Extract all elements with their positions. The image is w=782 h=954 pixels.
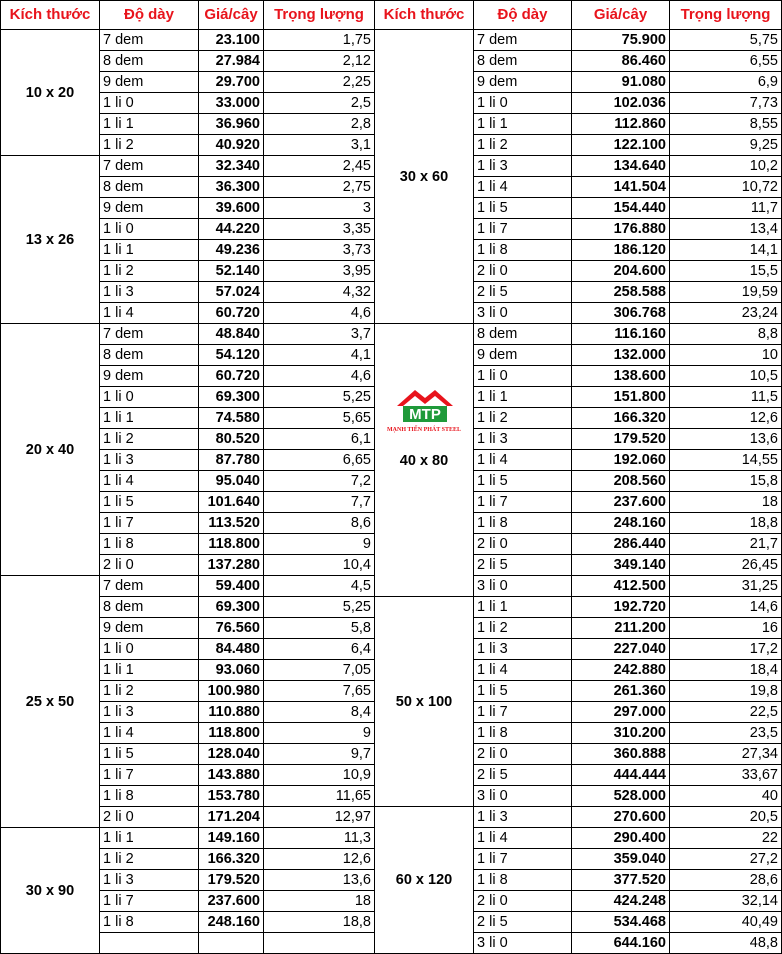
weight-cell: 14,1 [670,240,782,261]
thickness-cell: 2 li 5 [474,765,572,786]
weight-cell: 3,73 [264,240,375,261]
price-cell: 261.360 [572,681,670,702]
weight-cell: 9 [264,534,375,555]
weight-cell: 3,1 [264,135,375,156]
price-cell: 286.440 [572,534,670,555]
weight-cell: 3,35 [264,219,375,240]
price-cell: 48.840 [199,324,264,345]
weight-cell: 18,8 [264,912,375,933]
weight-cell: 6,4 [264,639,375,660]
weight-cell: 7,73 [670,93,782,114]
price-cell: 132.000 [572,345,670,366]
price-cell: 75.900 [572,30,670,51]
price-cell: 166.320 [572,408,670,429]
price-cell: 101.640 [199,492,264,513]
thickness-cell: 1 li 8 [474,723,572,744]
price-cell: 154.440 [572,198,670,219]
logo-subtitle: MẠNH TIẾN PHÁT STEEL [387,427,461,433]
thickness-cell: 1 li 1 [100,240,199,261]
weight-cell: 21,7 [670,534,782,555]
price-cell: 424.248 [572,891,670,912]
weight-cell: 13,6 [264,870,375,891]
price-cell: 128.040 [199,744,264,765]
thickness-cell: 1 li 8 [474,870,572,891]
weight-cell: 1,75 [264,30,375,51]
weight-cell: 4,5 [264,576,375,597]
thickness-cell: 1 li 1 [474,597,572,618]
price-cell: 80.520 [199,429,264,450]
thickness-cell: 8 dem [100,51,199,72]
weight-cell: 12,97 [264,807,375,828]
weight-cell: 14,55 [670,450,782,471]
thickness-cell: 3 li 0 [474,303,572,324]
thickness-cell: 3 li 0 [474,933,572,954]
price-cell: 74.580 [199,408,264,429]
price-cell: 377.520 [572,870,670,891]
weight-cell: 8,4 [264,702,375,723]
weight-cell: 11,5 [670,387,782,408]
price-cell: 171.204 [199,807,264,828]
weight-cell: 11,7 [670,198,782,219]
thickness-cell: 3 li 0 [474,576,572,597]
size-cell: 25 x 50 [1,576,100,828]
thickness-cell: 1 li 7 [100,765,199,786]
thickness-cell: 1 li 0 [100,219,199,240]
thickness-cell: 1 li 5 [474,198,572,219]
weight-cell: 11,3 [264,828,375,849]
weight-cell: 2,45 [264,156,375,177]
price-cell: 93.060 [199,660,264,681]
weight-cell: 15,8 [670,471,782,492]
price-cell: 134.640 [572,156,670,177]
thickness-cell: 1 li 4 [474,828,572,849]
thickness-cell: 2 li 0 [474,534,572,555]
weight-cell: 28,6 [670,870,782,891]
price-cell: 359.040 [572,849,670,870]
weight-cell: 5,75 [670,30,782,51]
price-cell: 310.200 [572,723,670,744]
weight-cell: 26,45 [670,555,782,576]
weight-cell: 27,2 [670,849,782,870]
weight-cell: 7,7 [264,492,375,513]
weight-cell: 19,59 [670,282,782,303]
thickness-cell: 8 dem [100,345,199,366]
header-weight-right: Trọng lượng [670,1,782,30]
weight-cell: 12,6 [264,849,375,870]
weight-cell: 40 [670,786,782,807]
thickness-cell: 1 li 1 [100,660,199,681]
price-cell: 248.160 [572,513,670,534]
thickness-cell: 1 li 8 [100,786,199,807]
weight-cell: 17,2 [670,639,782,660]
header-thickness-right: Độ dày [474,1,572,30]
price-cell: 349.140 [572,555,670,576]
thickness-cell: 1 li 3 [474,807,572,828]
price-cell: 39.600 [199,198,264,219]
header-weight-left: Trọng lượng [264,1,375,30]
price-cell: 297.000 [572,702,670,723]
price-cell: 87.780 [199,450,264,471]
weight-cell: 6,55 [670,51,782,72]
weight-cell: 10,5 [670,366,782,387]
thickness-cell: 1 li 3 [474,639,572,660]
weight-cell: 27,34 [670,744,782,765]
size-cell: 30 x 90 [1,828,100,954]
thickness-cell: 1 li 4 [100,471,199,492]
price-cell: 60.720 [199,303,264,324]
price-cell: 23.100 [199,30,264,51]
price-cell: 208.560 [572,471,670,492]
weight-cell: 4,6 [264,303,375,324]
thickness-cell: 1 li 3 [474,429,572,450]
thickness-cell: 2 li 0 [474,744,572,765]
price-cell: 192.060 [572,450,670,471]
weight-cell: 2,25 [264,72,375,93]
weight-cell: 18 [670,492,782,513]
thickness-cell: 8 dem [474,324,572,345]
thickness-cell: 1 li 2 [100,681,199,702]
price-cell: 166.320 [199,849,264,870]
weight-cell: 40,49 [670,912,782,933]
size-cell: 60 x 120 [375,807,474,954]
thickness-cell: 7 dem [474,30,572,51]
price-cell: 444.444 [572,765,670,786]
thickness-cell: 1 li 2 [100,849,199,870]
price-cell: 76.560 [199,618,264,639]
thickness-cell: 1 li 7 [474,492,572,513]
header-price-right: Giá/cây [572,1,670,30]
price-cell: 242.880 [572,660,670,681]
thickness-cell: 1 li 0 [100,387,199,408]
weight-cell: 20,5 [670,807,782,828]
thickness-cell: 2 li 5 [474,282,572,303]
table-row [1,30,782,51]
price-cell: 237.600 [572,492,670,513]
weight-cell: 7,65 [264,681,375,702]
price-cell: 306.768 [572,303,670,324]
price-cell: 57.024 [199,282,264,303]
price-cell: 40.920 [199,135,264,156]
thickness-cell: 8 dem [100,177,199,198]
weight-cell: 6,65 [264,450,375,471]
price-cell: 95.040 [199,471,264,492]
price-cell: 237.600 [199,891,264,912]
price-cell: 153.780 [199,786,264,807]
price-cell: 100.980 [199,681,264,702]
weight-cell: 48,8 [670,933,782,954]
size-cell: 20 x 40 [1,324,100,576]
weight-cell: 13,6 [670,429,782,450]
price-cell: 534.468 [572,912,670,933]
thickness-cell: 1 li 8 [474,513,572,534]
price-cell: 211.200 [572,618,670,639]
weight-cell: 13,4 [670,219,782,240]
thickness-cell: 1 li 5 [100,744,199,765]
thickness-cell: 1 li 3 [100,870,199,891]
price-cell: 84.480 [199,639,264,660]
weight-cell: 18,4 [670,660,782,681]
table-row [1,807,782,828]
thickness-cell: 1 li 3 [474,156,572,177]
price-cell: 112.860 [572,114,670,135]
table-row [1,324,782,345]
price-cell: 528.000 [572,786,670,807]
price-cell: 176.880 [572,219,670,240]
thickness-cell: 1 li 7 [474,219,572,240]
thickness-cell: 1 li 3 [100,702,199,723]
weight-cell: 18 [264,891,375,912]
price-cell: 179.520 [199,870,264,891]
header-row [1,1,782,30]
weight-cell: 3,7 [264,324,375,345]
thickness-cell: 2 li 0 [474,891,572,912]
price-cell: 113.520 [199,513,264,534]
thickness-cell: 2 li 0 [474,261,572,282]
size-cell: 50 x 100 [375,597,474,807]
price-cell: 36.960 [199,114,264,135]
weight-cell: 8,6 [264,513,375,534]
thickness-cell: 1 li 7 [474,849,572,870]
price-cell: 118.800 [199,534,264,555]
weight-cell: 3,95 [264,261,375,282]
thickness-cell: 1 li 0 [474,93,572,114]
weight-cell: 4,32 [264,282,375,303]
weight-cell: 10,9 [264,765,375,786]
weight-cell: 23,5 [670,723,782,744]
price-cell: 248.160 [199,912,264,933]
thickness-cell: 9 dem [100,198,199,219]
price-cell: 141.504 [572,177,670,198]
weight-cell: 31,25 [670,576,782,597]
price-cell: 138.600 [572,366,670,387]
thickness-cell: 3 li 0 [474,786,572,807]
weight-cell: 5,25 [264,387,375,408]
weight-cell: 15,5 [670,261,782,282]
price-cell: 69.300 [199,597,264,618]
thickness-cell: 1 li 1 [474,387,572,408]
thickness-cell: 1 li 5 [474,471,572,492]
thickness-cell: 1 li 3 [100,450,199,471]
thickness-cell: 9 dem [100,72,199,93]
price-cell: 116.160 [572,324,670,345]
thickness-cell: 7 dem [100,30,199,51]
price-cell: 36.300 [199,177,264,198]
thickness-cell: 1 li 1 [474,114,572,135]
header-price-left: Giá/cây [199,1,264,30]
thickness-cell: 1 li 4 [474,660,572,681]
weight-cell: 4,1 [264,345,375,366]
thickness-cell: 1 li 1 [100,408,199,429]
thickness-cell: 9 dem [100,366,199,387]
thickness-cell: 1 li 1 [100,828,199,849]
weight-cell: 16 [670,618,782,639]
thickness-cell: 1 li 2 [100,429,199,450]
price-cell: 270.600 [572,807,670,828]
weight-cell: 22,5 [670,702,782,723]
thickness-cell: 1 li 4 [100,303,199,324]
thickness-cell: 7 dem [100,576,199,597]
weight-cell: 2,5 [264,93,375,114]
price-cell: 360.888 [572,744,670,765]
thickness-cell: 1 li 8 [100,912,199,933]
thickness-cell: 1 li 5 [474,681,572,702]
table-body [1,30,782,954]
thickness-cell: 1 li 3 [100,282,199,303]
weight-cell: 6,1 [264,429,375,450]
company-logo [375,386,473,434]
weight-cell: 7,05 [264,660,375,681]
price-cell: 91.080 [572,72,670,93]
thickness-cell: 7 dem [100,324,199,345]
header-thickness-left: Độ dày [100,1,199,30]
price-cell: 44.220 [199,219,264,240]
price-cell: 110.880 [199,702,264,723]
weight-cell: 18,8 [670,513,782,534]
thickness-cell: 1 li 4 [100,723,199,744]
thickness-cell: 1 li 7 [474,702,572,723]
price-cell: 143.880 [199,765,264,786]
price-cell: 122.100 [572,135,670,156]
weight-cell: 3 [264,198,375,219]
weight-cell: 22 [670,828,782,849]
size-cell [375,324,474,597]
weight-cell: 10,72 [670,177,782,198]
price-cell: 32.340 [199,156,264,177]
price-cell: 179.520 [572,429,670,450]
weight-cell: 14,6 [670,597,782,618]
thickness-cell: 9 dem [474,345,572,366]
mtp-logo-icon [389,386,459,426]
weight-cell: 32,14 [670,891,782,912]
weight-cell: 12,6 [670,408,782,429]
thickness-cell: 1 li 2 [100,135,199,156]
price-cell: 86.460 [572,51,670,72]
thickness-cell: 1 li 4 [474,177,572,198]
price-cell: 204.600 [572,261,670,282]
weight-cell [264,933,375,954]
table-row [1,597,782,618]
thickness-cell: 1 li 7 [100,513,199,534]
thickness-cell: 1 li 8 [100,534,199,555]
price-cell: 27.984 [199,51,264,72]
weight-cell: 5,65 [264,408,375,429]
price-cell: 69.300 [199,387,264,408]
thickness-cell: 2 li 5 [474,912,572,933]
thickness-cell: 1 li 2 [100,261,199,282]
thickness-cell: 8 dem [474,51,572,72]
thickness-cell: 7 dem [100,156,199,177]
header-size-left: Kích thước [1,1,100,30]
weight-cell: 33,67 [670,765,782,786]
weight-cell: 5,8 [264,618,375,639]
weight-cell: 10,4 [264,555,375,576]
thickness-cell: 1 li 2 [474,618,572,639]
thickness-cell: 1 li 0 [100,639,199,660]
weight-cell: 2,8 [264,114,375,135]
size-label: 40 x 80 [399,453,449,469]
weight-cell: 11,65 [264,786,375,807]
weight-cell: 8,8 [670,324,782,345]
thickness-cell: 1 li 0 [100,93,199,114]
size-cell: 13 x 26 [1,156,100,324]
weight-cell: 5,25 [264,597,375,618]
weight-cell: 10,2 [670,156,782,177]
price-cell: 52.140 [199,261,264,282]
thickness-cell: 1 li 5 [100,492,199,513]
thickness-cell: 2 li 0 [100,807,199,828]
weight-cell: 23,24 [670,303,782,324]
price-cell: 29.700 [199,72,264,93]
price-cell: 33.000 [199,93,264,114]
weight-cell: 2,12 [264,51,375,72]
weight-cell: 7,2 [264,471,375,492]
thickness-cell: 1 li 2 [474,135,572,156]
price-cell: 137.280 [199,555,264,576]
header-size-right: Kích thước [375,1,474,30]
logo-text: MTP [409,406,441,423]
weight-cell: 9 [264,723,375,744]
price-cell: 151.800 [572,387,670,408]
price-cell: 59.400 [199,576,264,597]
thickness-cell [100,933,199,954]
thickness-cell: 9 dem [474,72,572,93]
weight-cell: 9,7 [264,744,375,765]
weight-cell: 2,75 [264,177,375,198]
weight-cell: 19,8 [670,681,782,702]
thickness-cell: 1 li 8 [474,240,572,261]
price-cell: 54.120 [199,345,264,366]
weight-cell: 4,6 [264,366,375,387]
price-cell: 290.400 [572,828,670,849]
thickness-cell: 9 dem [100,618,199,639]
price-cell: 412.500 [572,576,670,597]
thickness-cell: 1 li 7 [100,891,199,912]
price-cell: 118.800 [199,723,264,744]
price-cell: 258.588 [572,282,670,303]
price-cell: 227.040 [572,639,670,660]
weight-cell: 8,55 [670,114,782,135]
price-cell: 149.160 [199,828,264,849]
price-cell: 644.160 [572,933,670,954]
price-cell: 192.720 [572,597,670,618]
thickness-cell: 2 li 0 [100,555,199,576]
size-cell: 30 x 60 [375,30,474,324]
thickness-cell: 2 li 5 [474,555,572,576]
price-cell: 49.236 [199,240,264,261]
thickness-cell: 1 li 2 [474,408,572,429]
price-cell: 102.036 [572,93,670,114]
weight-cell: 10 [670,345,782,366]
thickness-cell: 1 li 4 [474,450,572,471]
size-cell: 10 x 20 [1,30,100,156]
price-cell: 186.120 [572,240,670,261]
thickness-cell: 1 li 1 [100,114,199,135]
thickness-cell: 1 li 0 [474,366,572,387]
weight-cell: 9,25 [670,135,782,156]
price-cell: 60.720 [199,366,264,387]
price-cell [199,933,264,954]
thickness-cell: 8 dem [100,597,199,618]
weight-cell: 6,9 [670,72,782,93]
